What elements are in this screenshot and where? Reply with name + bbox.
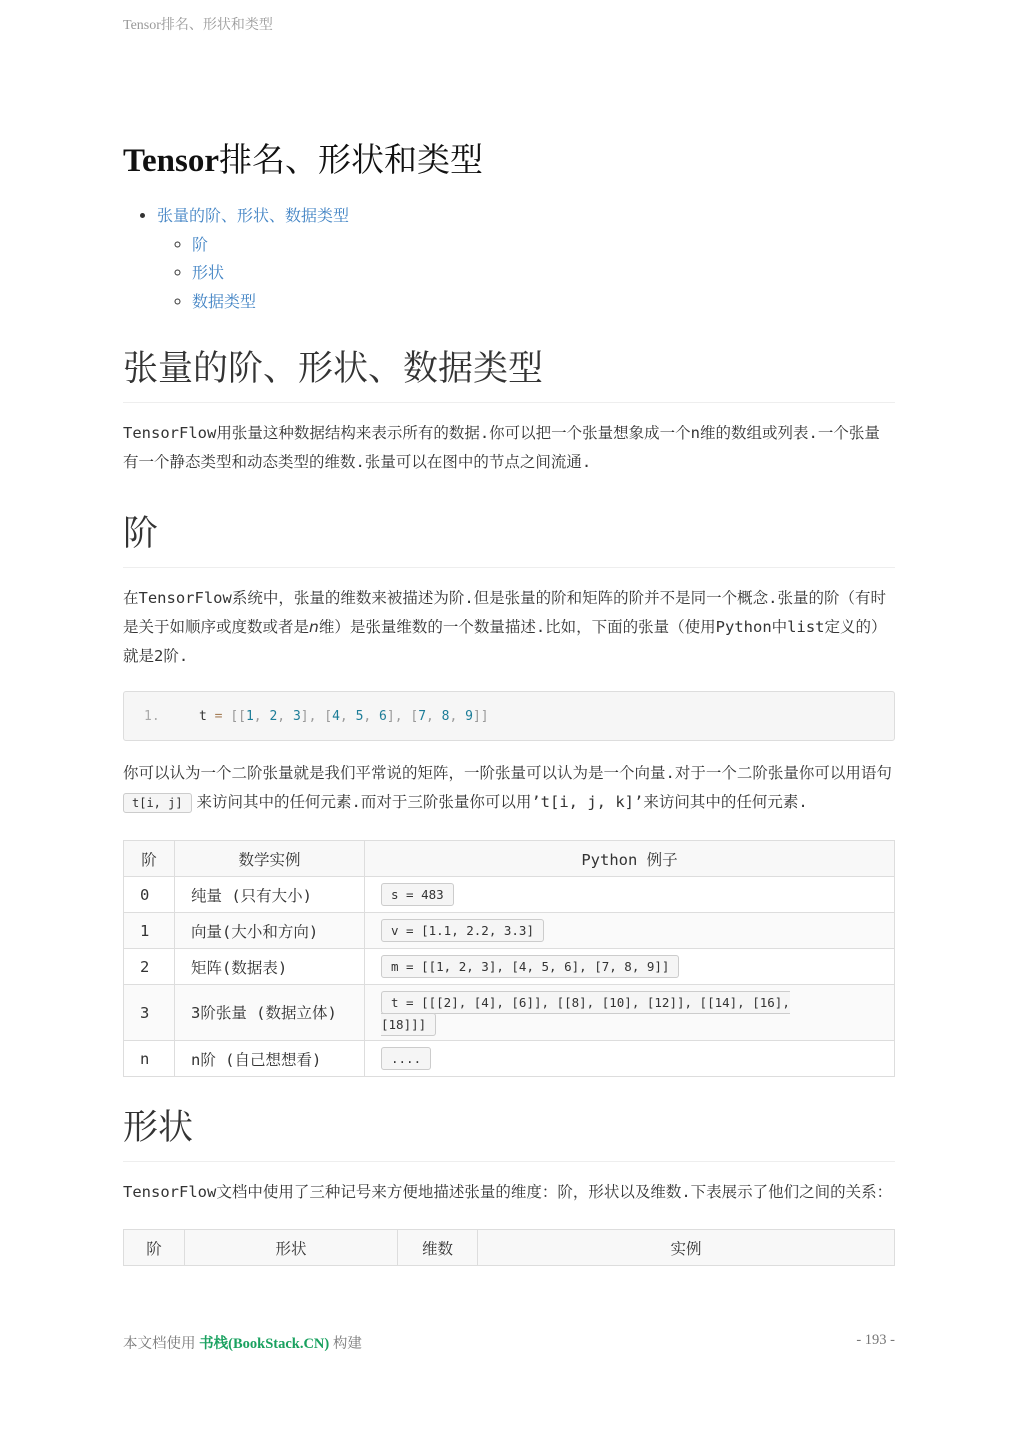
toc-link-main[interactable]: 张量的阶、形状、数据类型: [157, 206, 350, 225]
table-row: 1 向量(大小和方向) v = [1.1, 2.2, 3.3]: [124, 913, 895, 949]
inline-code-index: t[i, j]: [123, 793, 192, 813]
toc-link-shape[interactable]: 形状: [192, 263, 225, 282]
toc-link-rank[interactable]: 阶: [192, 234, 209, 254]
page-title-latin: Tensor: [123, 143, 219, 179]
table-of-contents: [123, 202, 895, 316]
page-title: [123, 138, 895, 184]
rank-paragraph-2: 你可以认为一个二阶张量就是我们平常说的矩阵，一阶张量可以认为是一个向量.对于一个二阶张量你可以用语句 t[i, j] 来访问其中的任何元素.而对于三阶张量你可以用’t[i, j, k]’来访问其中的任何元素.: [123, 764, 892, 811]
code-line-number: 1.: [144, 708, 160, 724]
table-header: 维数: [398, 1230, 478, 1266]
page-number: - 193 -: [856, 1332, 895, 1348]
table-header: 阶: [124, 841, 175, 877]
toc-link-dtype[interactable]: 数据类型: [192, 291, 257, 311]
table-header: 形状: [185, 1230, 398, 1266]
section-heading-shape: 形状: [123, 1107, 895, 1162]
running-header: Tensor排名、形状和类型: [123, 18, 273, 33]
toc-subitem: [192, 288, 895, 317]
shape-table: [123, 1229, 895, 1266]
table-header-row: [124, 1230, 895, 1266]
table-row: 3 3阶张量 (数据立体) t = [[[2], [4], [6]], [[8], [10], [12]], [[14], [16], [18]]]: [124, 985, 895, 1041]
shape-paragraph: TensorFlow文档中使用了三种记号来方便地描述张量的维度：阶，形状以及维数.下表展示了他们之间的关系：: [123, 1183, 893, 1201]
toc-subitem: [192, 231, 895, 260]
document-body: [123, 138, 895, 1266]
toc-item: [157, 202, 895, 316]
code-block: [123, 691, 895, 741]
table-row: n n阶 (自己想想看) ....: [124, 1041, 895, 1077]
code-line: t = [[1, 2, 3], [4, 5, 6], [7, 8, 9]]: [199, 708, 489, 724]
rank-paragraph: 在TensorFlow系统中，张量的维数来被描述为阶.但是张量的阶和矩阵的阶并不是同一个概念.张量的阶（有时是关于如顺序或度数或者是n维）是张量维数的一个数量描述.比如，下面的张量（使用Python中list定义的）就是2阶.: [123, 589, 887, 665]
overview-paragraph: [123, 419, 895, 477]
table-header: 阶: [124, 1230, 185, 1266]
section-heading-overview: 张量的阶、形状、数据类型: [123, 348, 895, 403]
footer-brand-link[interactable]: 书栈(BookStack.CN): [199, 1336, 330, 1352]
table-header-row: [124, 841, 895, 877]
table-header: 实例: [478, 1230, 895, 1266]
page-footer: 本文档使用 书栈(BookStack.CN) 构建: [123, 1336, 362, 1352]
table-header: 数学实例: [175, 841, 365, 877]
section-heading-rank: 阶: [123, 513, 895, 568]
table-row: 0 纯量 (只有大小) s = 483: [124, 877, 895, 913]
table-row: 2 矩阵(数据表) m = [[1, 2, 3], [4, 5, 6], [7, 8, 9]]: [124, 949, 895, 985]
overview-text: TensorFlow用张量这种数据结构来表示所有的数据.你可以把一个张量想象成一个n维的数组或列表.一个张量有一个静态类型和动态类型的维数.张量可以在图中的节点之间流通.: [123, 424, 880, 471]
toc-subitem: [192, 259, 895, 288]
page-title-cjk: 排名、形状和类型: [218, 143, 483, 179]
table-header: Python 例子: [365, 841, 895, 877]
rank-table: [123, 840, 895, 1077]
